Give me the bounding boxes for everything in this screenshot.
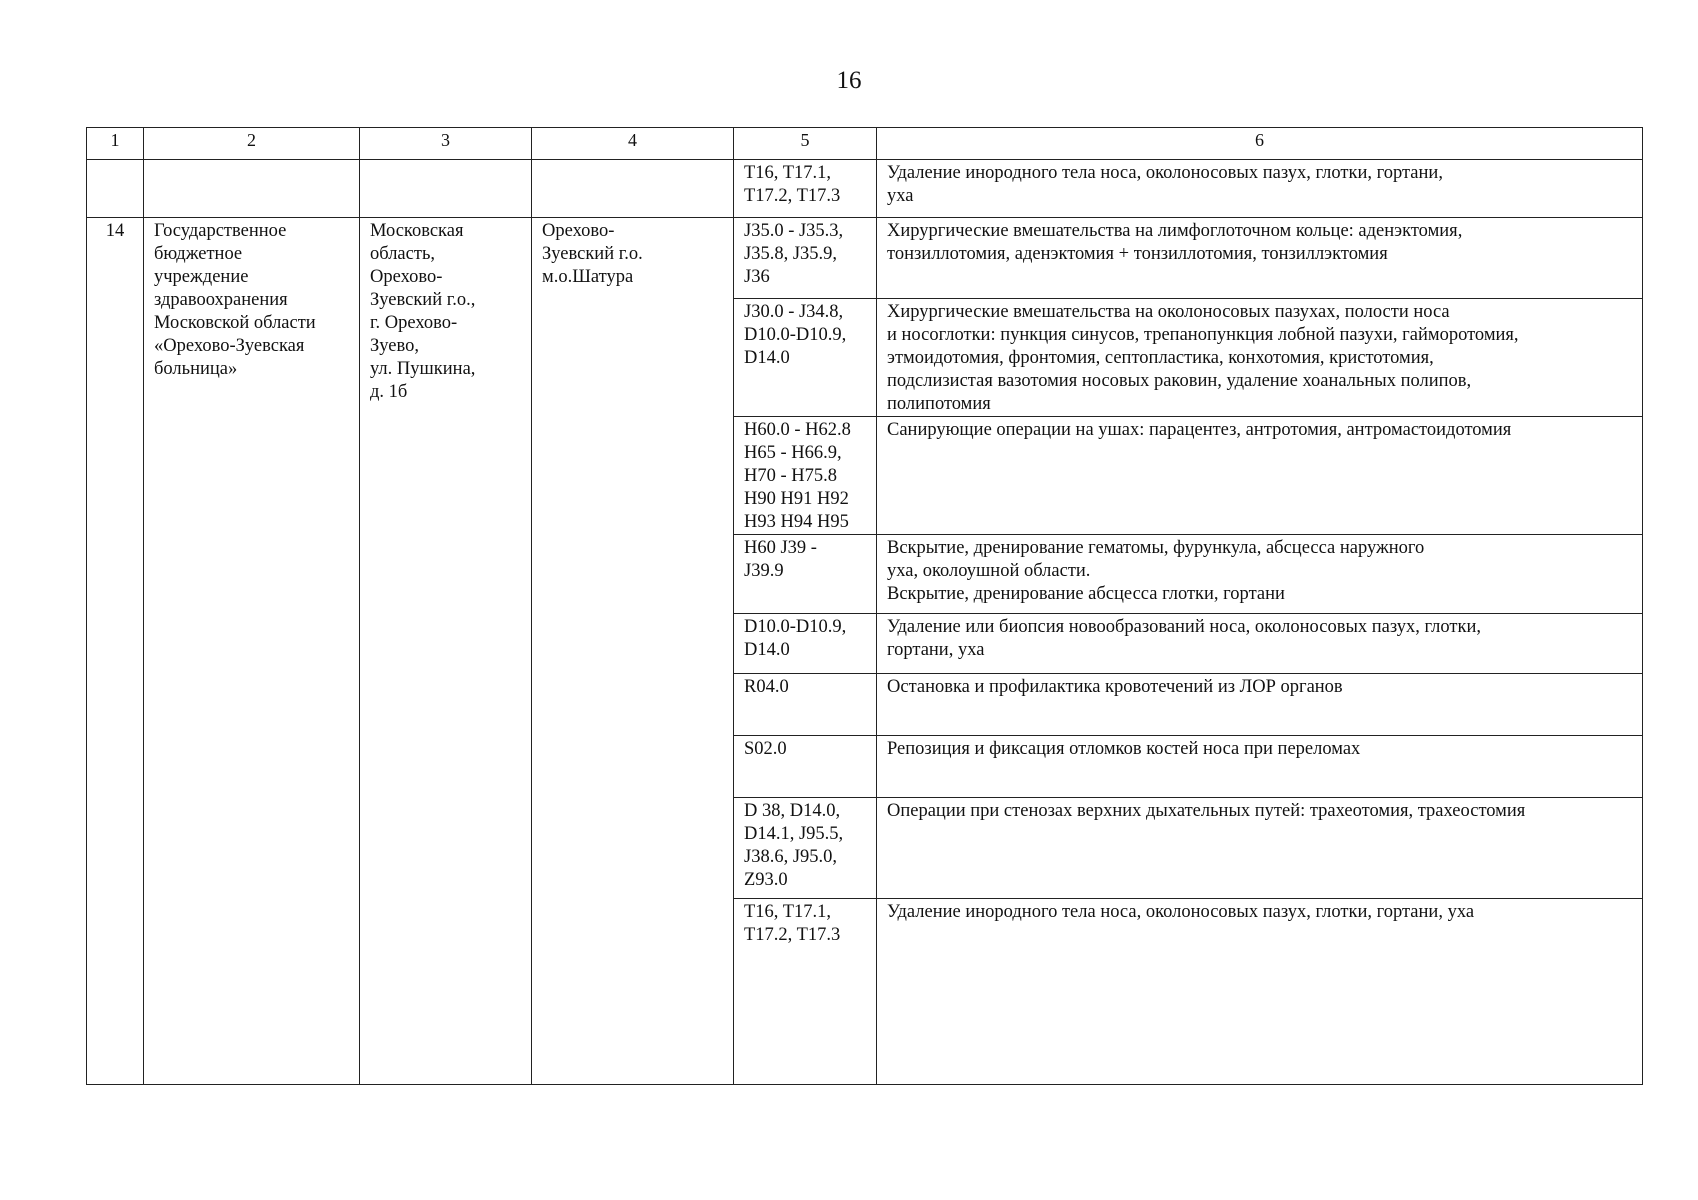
institution-line: здравоохранения xyxy=(154,290,288,310)
desc-line: Остановка и профилактика кровотечений из ЛОР органов xyxy=(887,677,1343,697)
address-line: г. Орехово- xyxy=(370,313,458,333)
code-line: H93 H94 H95 xyxy=(744,512,849,532)
code-line: J35.8, J35.9, xyxy=(744,244,838,264)
address-cell xyxy=(360,218,532,1085)
address-line: Орехово- xyxy=(370,267,443,287)
address-line: ул. Пушкина, xyxy=(370,359,476,379)
code-cell xyxy=(734,417,877,535)
header-col-3: 3 xyxy=(360,128,532,160)
address-line: область, xyxy=(370,244,436,264)
desc-line: Удаление или биопсия новообразований носа, околоносовых пазух, глотки, xyxy=(887,617,1482,637)
desc-line: Удаление инородного тела носа, околоносовых пазух, глотки, гортани, уха xyxy=(887,902,1475,922)
code-cell xyxy=(734,299,877,417)
desc-line: Вскрытие, дренирование гематомы, фурункула, абсцесса наружного xyxy=(887,538,1425,558)
code-line: J30.0 - J34.8, xyxy=(744,302,844,322)
territory-cell xyxy=(532,218,734,1085)
desc-line: Репозиция и фиксация отломков костей носа при переломах xyxy=(887,739,1361,759)
code-line: H90 H91 H92 xyxy=(744,489,849,509)
desc-line: Операции при стенозах верхних дыхательных путей: трахеотомия, трахеостомия xyxy=(887,801,1526,821)
desc-line: Вскрытие, дренирование абсцесса глотки, гортани xyxy=(887,584,1285,604)
code-line: D14.0 xyxy=(744,640,790,660)
desc-line: гортани, уха xyxy=(887,640,985,660)
territory-line: Орехово- xyxy=(542,221,615,241)
description-cell xyxy=(877,614,1643,674)
address-line: д. 1б xyxy=(370,382,408,402)
code-line: T16, T17.1, xyxy=(744,163,832,183)
header-col-2: 2 xyxy=(144,128,360,160)
institution-line: Московской области xyxy=(154,313,316,333)
code-line: D14.0 xyxy=(744,348,790,368)
header-col-6: 6 xyxy=(877,128,1643,160)
desc-line: тонзиллотомия, аденэктомия + тонзиллотомия, тонзиллэктомия xyxy=(887,244,1388,264)
code-line: T17.2, T17.3 xyxy=(744,186,841,206)
code-cell xyxy=(734,674,877,736)
header-col-4: 4 xyxy=(532,128,734,160)
desc-line: Удаление инородного тела носа, околоносовых пазух, глотки, гортани, xyxy=(887,163,1443,183)
code-line: D14.1, J95.5, xyxy=(744,824,844,844)
institution-line: больница» xyxy=(154,359,238,379)
code-cell xyxy=(734,218,877,299)
cont-institution-cell xyxy=(144,160,360,218)
institution-line: учреждение xyxy=(154,267,249,287)
code-line: J38.6, J95.0, xyxy=(744,847,838,867)
header-row xyxy=(87,128,1643,160)
address-line: Московская xyxy=(370,221,464,241)
code-line: H60.0 - H62.8 xyxy=(744,420,851,440)
address-line: Зуево, xyxy=(370,336,419,356)
desc-line: этмоидотомия, фронтомия, септопластика, конхотомия, кристотомия, xyxy=(887,348,1434,368)
description-cell xyxy=(877,417,1643,535)
institution-line: «Орехово-Зуевская xyxy=(154,336,305,356)
code-line: J36 xyxy=(744,267,770,287)
cont-territory-cell xyxy=(532,160,734,218)
description-cell xyxy=(877,899,1643,1085)
description-cell xyxy=(877,736,1643,798)
cont-num-cell xyxy=(87,160,144,218)
header-col-5: 5 xyxy=(734,128,877,160)
entry-number-cell: 14 xyxy=(87,218,144,1085)
institution-cell xyxy=(144,218,360,1085)
code-line: R04.0 xyxy=(744,677,789,697)
code-line: H60 J39 - xyxy=(744,538,817,558)
code-line: J35.0 - J35.3, xyxy=(744,221,844,241)
desc-line: Хирургические вмешательства на лимфоглоточном кольце: аденэктомия, xyxy=(887,221,1463,241)
desc-line: Санирующие операции на ушах: парацентез, антротомия, антромастоидотомия xyxy=(887,420,1512,440)
code-line: H65 - H66.9, xyxy=(744,443,842,463)
desc-line: Хирургические вмешательства на околоносовых пазухах, полости носа xyxy=(887,302,1450,322)
desc-line: и носоглотки: пункция синусов, трепанопункция лобной пазухи, гайморотомия, xyxy=(887,325,1519,345)
code-line: Z93.0 xyxy=(744,870,788,890)
code-cell xyxy=(734,899,877,1085)
code-line: D10.0-D10.9, xyxy=(744,617,847,637)
cont-address-cell xyxy=(360,160,532,218)
header-col-1: 1 xyxy=(87,128,144,160)
cont-code-cell xyxy=(734,160,877,218)
description-cell xyxy=(877,218,1643,299)
description-cell xyxy=(877,299,1643,417)
code-line: T17.2, T17.3 xyxy=(744,925,841,945)
institution-line: Государственное xyxy=(154,221,287,241)
page-number: 16 xyxy=(836,67,862,94)
cont-desc-cell xyxy=(877,160,1643,218)
desc-line: полипотомия xyxy=(887,394,991,414)
description-cell xyxy=(877,535,1643,614)
code-cell xyxy=(734,614,877,674)
code-line: T16, T17.1, xyxy=(744,902,832,922)
territory-line: м.о.Шатура xyxy=(542,267,634,287)
institution-line: бюджетное xyxy=(154,244,243,264)
code-line: D10.0-D10.9, xyxy=(744,325,847,345)
services-table xyxy=(86,127,1643,1085)
code-cell xyxy=(734,736,877,798)
description-cell xyxy=(877,674,1643,736)
desc-line: уха, околоушной области. xyxy=(887,561,1091,581)
territory-line: Зуевский г.о. xyxy=(542,244,643,264)
entry-row xyxy=(87,218,1643,299)
code-cell xyxy=(734,535,877,614)
description-cell xyxy=(877,798,1643,899)
desc-line: подслизистая вазотомия носовых раковин, удаление хоанальных полипов, xyxy=(887,371,1472,391)
code-line: J39.9 xyxy=(744,561,784,581)
desc-line: уха xyxy=(887,186,914,206)
address-line: Зуевский г.о., xyxy=(370,290,476,310)
code-cell xyxy=(734,798,877,899)
continuation-row xyxy=(87,160,1643,218)
code-line: S02.0 xyxy=(744,739,787,759)
code-line: H70 - H75.8 xyxy=(744,466,838,486)
code-line: D 38, D14.0, xyxy=(744,801,841,821)
